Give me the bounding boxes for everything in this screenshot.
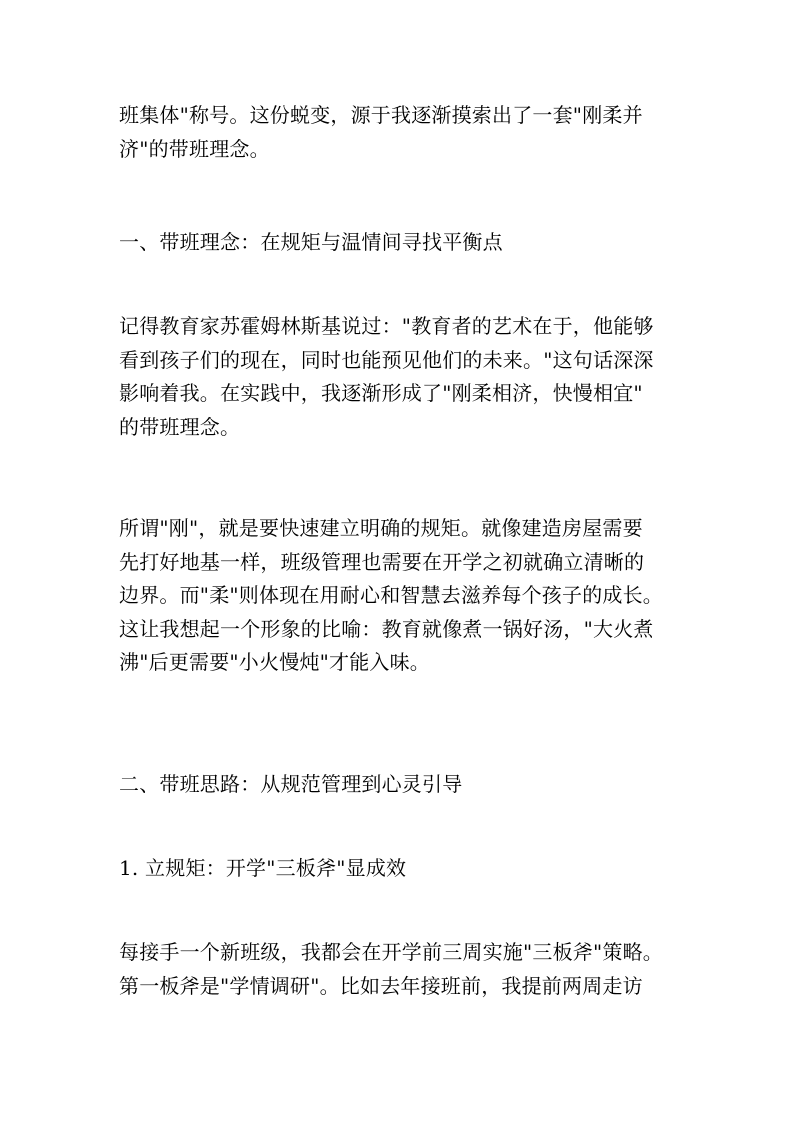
subsection-heading-1 bbox=[119, 852, 679, 886]
text-line: 先打好地基一样，班级管理也需要在开学之初就确立清晰的 bbox=[119, 549, 645, 574]
text-line: 影响着我。在实践中，我逐渐形成了"刚柔相济，快慢相宜" bbox=[119, 381, 643, 405]
heading-text: 一、带班理念：在规矩与温情间寻找平衡点 bbox=[119, 230, 503, 254]
paragraph-intro-continuation bbox=[119, 99, 679, 166]
section-heading-1 bbox=[119, 226, 679, 260]
text-line: 济"的带班理念。 bbox=[119, 136, 270, 161]
text-line: 这让我想起一个形象的比喻：教育就像煮一锅好汤，"大火煮 bbox=[119, 616, 654, 641]
text-line: 看到孩子们的现在，同时也能预见他们的未来。"这句话深深 bbox=[119, 347, 654, 372]
text-line: 的带班理念。 bbox=[119, 414, 241, 439]
text-line: 第一板斧是"学情调研"。比如去年接班前，我提前两周走访 bbox=[119, 973, 643, 998]
heading-text: 二、带班思路：从规范管理到心灵引导 bbox=[119, 772, 463, 796]
paragraph-three-axes bbox=[119, 936, 679, 1003]
paragraph-philosophy bbox=[119, 310, 679, 444]
text-line: 记得教育家苏霍姆林斯基说过："教育者的艺术在于，他能够 bbox=[119, 314, 654, 338]
text-line: 每接手一个新班级，我都会在开学前三周实施"三板斧"策略。 bbox=[119, 940, 663, 964]
text-line: 班集体"称号。这份蜕变，源于我逐渐摸索出了一套"刚柔并 bbox=[119, 103, 643, 127]
heading-text: 1. 立规矩：开学"三板斧"显成效 bbox=[119, 856, 407, 880]
section-heading-2 bbox=[119, 768, 679, 802]
text-line: 所谓"刚"，就是要快速建立明确的规矩。就像建造房屋需要 bbox=[119, 516, 643, 540]
text-line: 沸"后更需要"小火慢炖"才能入味。 bbox=[119, 650, 430, 674]
paragraph-firm-soft bbox=[119, 512, 679, 680]
text-line: 边界。而"柔"则体现在用耐心和智慧去滋养每个孩子的成长。 bbox=[119, 583, 663, 607]
